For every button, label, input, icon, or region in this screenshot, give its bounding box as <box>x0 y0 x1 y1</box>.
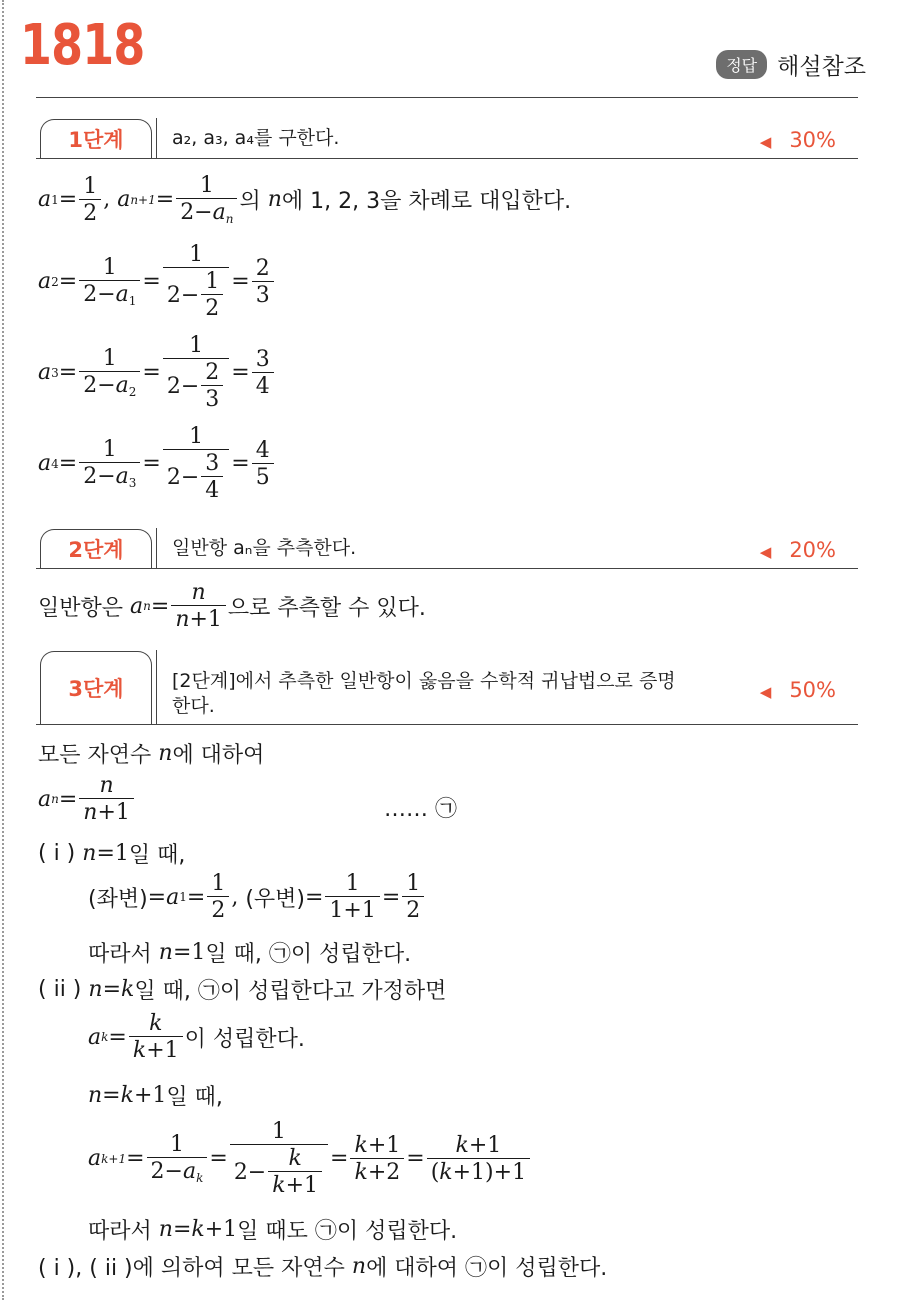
case-1-when: 일 때, <box>128 843 186 868</box>
case-2-when-text: 일 때, <box>166 1085 223 1110</box>
case-2-holds: 이 성립한다. <box>184 1026 305 1052</box>
step-3-header <box>36 650 858 725</box>
final-conclusion: ( i ), ( ii )에 의하여 모든 자연수 n 에 대하여 ㉠이 성립한다. <box>38 1251 607 1282</box>
step-2-content: 일반항은 a n = $\frac{n}{n+1}$ 으로 추측할 수 있다. <box>38 580 426 633</box>
step-2-header <box>36 528 858 569</box>
step-2-text: 일반항 aₙ을 추측한다. <box>172 537 357 560</box>
step-1-text: a₂, a₃, a₄를 구한다. <box>172 127 340 150</box>
equation-marker: …… ㉠ <box>384 797 457 822</box>
step-3-text-line1: [2단계]에서 추측한 일반항이 옳음을 수학적 귀납법으로 증명 <box>172 669 676 692</box>
case-2-label: ( ii ) <box>38 977 82 1002</box>
step-1-intro: a 1 = $\frac{1}{2}$ , a n+1 = $\frac{1}{2-a_n}$ 의 n 에 1, 2, 3을 차례로 대입한다. <box>38 173 572 227</box>
step-3-tab: 3단계 <box>40 651 152 724</box>
for-all-text: 에 대하여 <box>172 743 265 768</box>
a4-equation: a 4 = $\frac{1}{2-a_3}$ = 1 2− $\frac{3}{4}$ = $\frac{4}{5}$ <box>38 425 276 502</box>
step-2-suffix: 으로 추측할 수 있다. <box>227 595 426 621</box>
step-1-header <box>36 118 858 159</box>
step-3-percent: ◀ 50% <box>759 678 836 702</box>
a2-equation: a 2 = $\frac{1}{2-a_1}$ = 1 2− $\frac{1}{2}$ = $\frac{2}{3}$ <box>38 243 276 320</box>
intro-suffix: 의 <box>239 189 261 215</box>
answer-text: 해설참조 <box>777 54 866 80</box>
hypothesis-equation: a n = $\frac{n}{n+1}$ <box>38 774 136 824</box>
step-3-separator <box>156 650 157 724</box>
problem-number: 1818 <box>20 13 145 78</box>
header-rule <box>36 97 858 98</box>
intro-rest: 에 1, 2, 3을 차례로 대입한다. <box>281 189 572 215</box>
right-side-label: (우변) <box>245 886 305 912</box>
case-2-assume: 일 때, ㉠이 성립한다고 가정하면 <box>134 979 447 1004</box>
case-1-conclusion: 따라서 n =1 일 때, ㉠이 성립한다. <box>88 937 411 968</box>
step-1-separator <box>156 118 157 158</box>
step-2-percent: ◀ 20% <box>759 538 836 562</box>
step-1-tab: 1단계 <box>40 119 152 158</box>
case-2-when: n = k +1 일 때, <box>88 1080 223 1111</box>
case-2-hypothesis: a k = $\frac{k}{k+1}$ 이 성립한다. <box>88 1011 305 1064</box>
step-2-prefix: 일반항은 <box>38 595 124 621</box>
all-natural-line: 모든 자연수 n 에 대하여 <box>38 738 264 769</box>
step-3-text-line2: 한다. <box>172 695 215 718</box>
left-side-label: (좌변) <box>88 886 148 912</box>
case-1-line: ( i ) n =1 일 때, <box>38 838 185 869</box>
case-2-conclusion: 따라서 n = k +1 일 때도 ㉠이 성립한다. <box>88 1214 457 1245</box>
case-2-line: ( ii ) n = k 일 때, ㉠이 성립한다고 가정하면 <box>38 974 446 1005</box>
final-prefix: ( i ), ( ii )에 의하여 모든 자연수 <box>38 1256 345 1281</box>
case-2-conclusion-suffix: 일 때도 ㉠이 성립한다. <box>237 1219 458 1244</box>
final-suffix: 에 대하여 ㉠이 성립한다. <box>366 1256 608 1281</box>
step-2-separator <box>156 528 157 568</box>
case-2-conclusion-prefix: 따라서 <box>88 1219 152 1244</box>
case-1-conclusion-prefix: 따라서 <box>88 942 152 967</box>
a3-equation: a 3 = $\frac{1}{2-a_2}$ = 1 2− $\frac{2}{3}$ = $\frac{3}{4}$ <box>38 334 276 411</box>
step-1-percent: ◀ 30% <box>759 128 836 152</box>
answer-badge: 정답 <box>716 50 767 79</box>
case-1-conclusion-suffix: 일 때, ㉠이 성립한다. <box>205 942 412 967</box>
case-1-label: ( i ) <box>38 841 76 866</box>
case-1-check: (좌변) = a 1 = $\frac{1}{2}$ , (우변) = $\frac{1}{1+1}$ = $\frac{1}{2}$ <box>88 872 426 922</box>
all-natural-text: 모든 자연수 <box>38 743 152 768</box>
case-2-derivation: a k+1 = $\frac{1}{2-a_k}$ = 1 2− $\frac{k}{k+1}$ = $\frac{k+1}{k+2}$ = $\frac{k+1}{(k+1)+1}$ <box>88 1120 532 1197</box>
page-edge-dotted <box>2 0 4 1300</box>
step-3-text <box>172 669 676 720</box>
answer-area <box>716 48 866 81</box>
step-2-tab: 2단계 <box>40 529 152 568</box>
